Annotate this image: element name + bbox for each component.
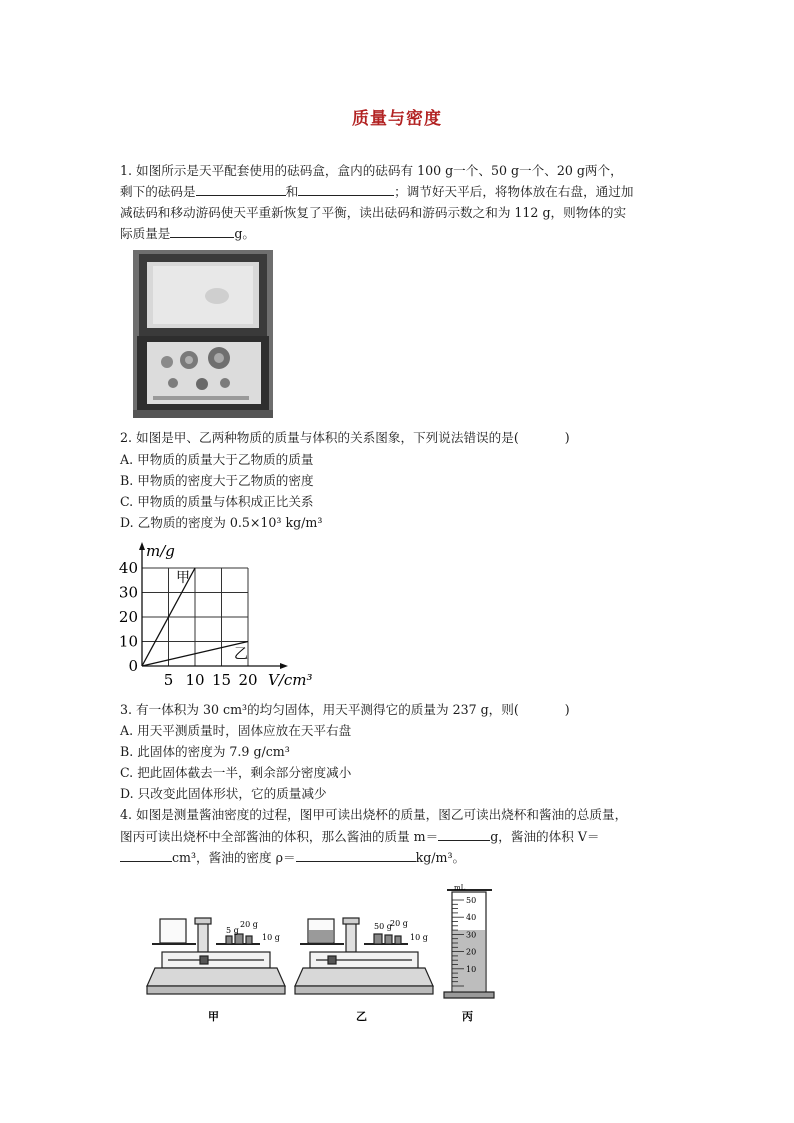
page-title: 质量与密度 [352,109,442,129]
figure-label-jia: 甲 [208,1010,219,1023]
cylinder-mark-label: 40 [466,913,477,923]
balance-jia [147,918,285,994]
figure-label-yi: 乙 [356,1010,367,1023]
q3-option-d: D. 只改变此固体形状，它的质量减少 [120,786,327,801]
q1-line-4: 际质量是 g。 [120,223,680,244]
figure-label-bing: 丙 [462,1010,473,1023]
weight-box-photo [133,250,273,418]
cylinder-mark-label: 20 [466,947,477,957]
q3-option-a: A. 用天平测质量时，固体应放在天平右盘 [120,723,352,738]
y-axis-arrow [139,542,145,550]
x-tick-label: 10 [185,671,205,689]
y-tick-label: 0 [128,657,138,675]
q4-blank-volume[interactable] [120,847,172,862]
question-3-stem: 3. 有一体积为 30 cm³的均匀固体，用天平测得它的质量为 237 g，则( ) [120,702,570,717]
q2-option-c: C. 甲物质的质量与体积成正比关系 [120,494,314,509]
series-label-yi: 乙 [234,646,248,663]
y-tick-label: 40 [118,559,138,577]
q4-line-1: 4. 如图是测量酱油密度的过程，图甲可读出烧杯的质量，图乙可读出烧杯和酱油的总质量， [120,807,628,822]
q1-blank-weight-2[interactable] [298,181,394,196]
x-tick-label: 20 [238,671,258,689]
jia-weight-20g: 20 g [240,920,258,929]
q1-line-3: 减砝码和移动游码使天平重新恢复了平衡，读出砝码和游码示数之和为 112 g，则物体的实 [120,205,627,220]
yi-weight-20g: 20 g [390,919,408,928]
cylinder-unit: mL [454,884,466,892]
q4-line-2: 图丙可读出烧杯中全部酱油的体积，那么酱油的质量 m＝ g，酱油的体积 V＝ [120,826,600,848]
x-tick-label: 15 [211,671,232,689]
mass-volume-graph [118,538,318,690]
graduated-cylinder [444,890,494,998]
q2-option-b: B. 甲物质的密度大于乙物质的密度 [120,473,314,488]
measurement-apparatus-figure [140,882,540,1027]
q4-blank-density[interactable] [296,847,416,862]
cylinder-mark-label: 10 [466,964,477,974]
q3-option-b: B. 此固体的密度为 7.9 g/cm³ [120,744,290,759]
cylinder-mark-label: 50 [466,896,477,905]
graph-grid [142,568,248,666]
y-tick-label: 30 [118,583,138,602]
q4-blank-mass[interactable] [438,826,490,841]
balance-yi [295,918,433,994]
y-tick-label: 20 [118,608,138,626]
cylinder-mark-label: 30 [466,930,477,940]
q1-blank-weight-1[interactable] [196,181,286,196]
yi-weight-50g: 50 g [374,922,392,931]
q1-line-1: 1. 如图所示是天平配套使用的砝码盒，盒内的砝码有 100 g一个、50 g一个、20 g两个， [120,163,623,178]
question-1 [120,160,680,244]
question-2-stem: 2. 如图是甲、乙两种物质的质量与体积的关系图象，下列说法错误的是( ) [120,430,570,445]
x-tick-label: 5 [163,671,174,689]
q4-line-3: cm³，酱油的密度 ρ＝ kg/m³。 [120,847,465,869]
series-label-jia: 甲 [176,570,190,586]
q3-option-c: C. 把此固体截去一半，剩余部分密度减小 [120,765,352,780]
x-axis-arrow [280,663,288,669]
q2-option-a: A. 甲物质的质量大于乙物质的质量 [120,452,314,467]
q1-line-2: 剩下的砝码是 和 ；调节好天平后，将物体放在右盘，通过加 [120,181,680,202]
jia-weight-5g: 5 g [226,926,239,935]
q2-option-d: D. 乙物质的密度为 0.5×10³ kg/m³ [120,515,323,530]
y-tick-label: 10 [118,632,138,651]
q1-blank-mass[interactable] [170,223,234,238]
y-axis-label: m/g [146,542,175,560]
yi-weight-10g: 10 g [410,933,428,942]
x-axis-label: V/cm³ [268,671,313,689]
jia-weight-10g: 10 g [262,933,280,942]
